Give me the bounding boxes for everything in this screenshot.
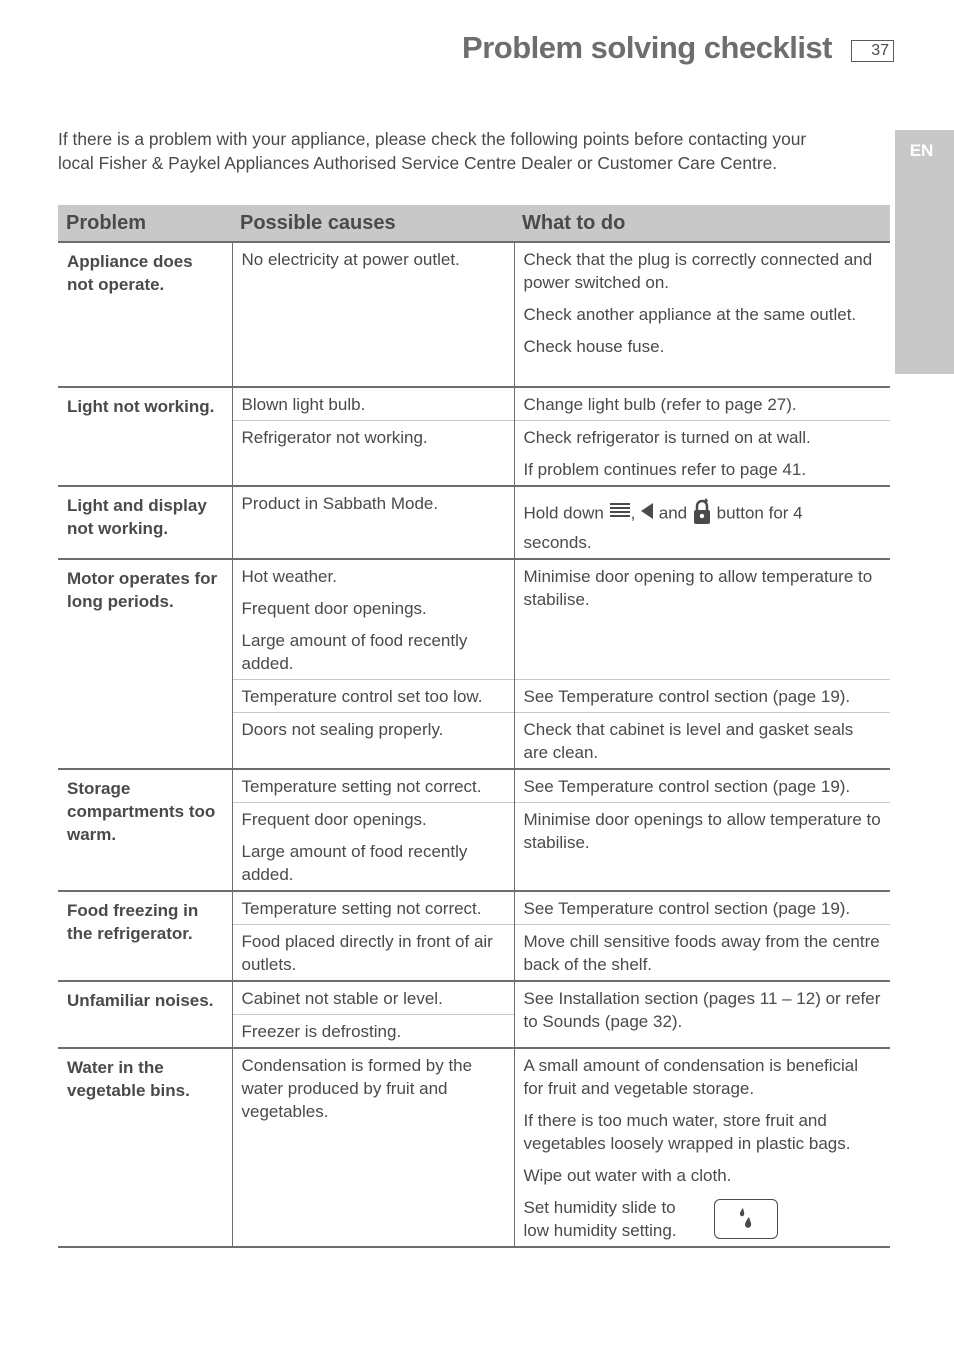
left-arrow-icon — [640, 502, 654, 526]
cause-cell — [232, 559, 514, 680]
action-cell — [514, 486, 890, 559]
language-tab — [895, 130, 954, 374]
cause-cell — [232, 803, 514, 892]
action-line: Wipe out water with a cloth. — [523, 1166, 732, 1185]
action-cell: Minimise door openings to allow temperature to stabilise. — [514, 803, 890, 892]
action-line — [524, 1196, 882, 1242]
page-number: 37 — [851, 40, 894, 62]
cause-cell: Blown light bulb. — [232, 387, 514, 421]
action-cell: Minimise door opening to allow temperature to stabilise. — [514, 559, 890, 680]
action-cell: See Installation section (pages 11 – 12) or refer to Sounds (page 32). — [514, 981, 890, 1048]
problem-cell: Storage compartments too warm. — [58, 769, 232, 891]
language-label: EN — [909, 141, 934, 160]
cause-cell: Temperature setting not correct. — [232, 891, 514, 925]
action-line: Check that the plug is correctly connected and power switched on. — [523, 250, 873, 292]
problem-cell: Light not working. — [58, 387, 232, 486]
cause-line: Frequent door openings. — [241, 599, 427, 618]
action-cell: See Temperature control section (page 19). — [514, 891, 890, 925]
cause-line: Hot weather. — [241, 567, 337, 586]
table-row — [58, 981, 890, 1015]
action-text: and — [658, 503, 688, 523]
cause-cell: Condensation is formed by the water produced by fruit and vegetables. — [232, 1048, 514, 1247]
table-row — [58, 769, 890, 803]
cause-cell: Temperature control set too low. — [232, 680, 514, 713]
cause-cell: Cabinet not stable or level. — [232, 981, 514, 1015]
action-cell — [514, 421, 890, 487]
action-cell: Check that cabinet is level and gasket seals are clean. — [514, 713, 890, 770]
cause-line: Large amount of food recently added. — [241, 842, 468, 884]
menu-lines-icon — [609, 502, 631, 526]
cause-cell: Refrigerator not working. — [232, 421, 514, 487]
intro-line-2: local Fisher & Paykel Appliances Authorised Service Centre Dealer or Customer Care Centre. — [58, 153, 778, 173]
action-text: , — [630, 503, 636, 523]
action-line: If problem continues refer to page 41. — [523, 460, 807, 479]
table-row — [58, 559, 890, 680]
table-row — [58, 242, 890, 387]
cause-cell: Product in Sabbath Mode. — [232, 486, 514, 559]
intro-line-1: If there is a problem with your appliance, please check the following points before contacting your — [58, 129, 807, 149]
table-row — [58, 486, 890, 559]
humidity-slide-icon — [714, 1199, 778, 1239]
problem-cell: Food freezing in the refrigerator. — [58, 891, 232, 981]
table-row — [58, 387, 890, 421]
action-cell: Move chill sensitive foods away from the centre back of the shelf. — [514, 925, 890, 982]
action-cell: See Temperature control section (page 19). — [514, 769, 890, 803]
page-title: Problem solving checklist — [462, 30, 832, 65]
action-line: Check refrigerator is turned on at wall. — [523, 428, 811, 447]
cause-cell: No electricity at power outlet. — [232, 242, 514, 387]
action-line: If there is too much water, store fruit and vegetables loosely wrapped in plastic bags. — [523, 1111, 851, 1153]
problem-cell: Unfamiliar noises. — [58, 981, 232, 1048]
header-problem: Problem — [58, 205, 232, 242]
cause-line: Large amount of food recently added. — [241, 631, 468, 673]
header-causes: Possible causes — [232, 205, 514, 242]
action-cell — [514, 1048, 890, 1247]
problem-cell: Motor operates for long periods. — [58, 559, 232, 769]
intro-paragraph — [58, 127, 878, 175]
cause-cell: Food placed directly in front of air outlets. — [232, 925, 514, 982]
problem-cell: Water in the vegetable bins. — [58, 1048, 232, 1247]
action-cell: See Temperature control section (page 19). — [514, 680, 890, 713]
problem-cell: Appliance does not operate. — [58, 242, 232, 387]
table-header-row — [58, 205, 890, 242]
cause-line: Frequent door openings. — [241, 810, 427, 829]
action-line: Check another appliance at the same outlet. — [523, 305, 857, 324]
cause-cell: Freezer is defrosting. — [232, 1015, 514, 1049]
header-what-to-do: What to do — [514, 205, 890, 242]
table-row — [58, 891, 890, 925]
action-text: Set humidity slide to low humidity setting. — [523, 1198, 677, 1240]
action-text: button for 4 — [716, 503, 803, 523]
checklist-table — [58, 205, 890, 1248]
action-text: seconds. — [523, 533, 592, 552]
table-row — [58, 1048, 890, 1247]
cause-cell: Doors not sealing properly. — [232, 713, 514, 770]
cause-cell: Temperature setting not correct. — [232, 769, 514, 803]
action-text: Hold down — [523, 503, 604, 523]
action-cell — [514, 242, 890, 387]
action-cell: Change light bulb (refer to page 27). — [514, 387, 890, 421]
problem-cell: Light and display not working. — [58, 486, 232, 559]
lock-icon — [692, 497, 712, 531]
action-line: Check house fuse. — [523, 337, 665, 356]
action-line: A small amount of condensation is beneficial for fruit and vegetable storage. — [523, 1056, 859, 1098]
